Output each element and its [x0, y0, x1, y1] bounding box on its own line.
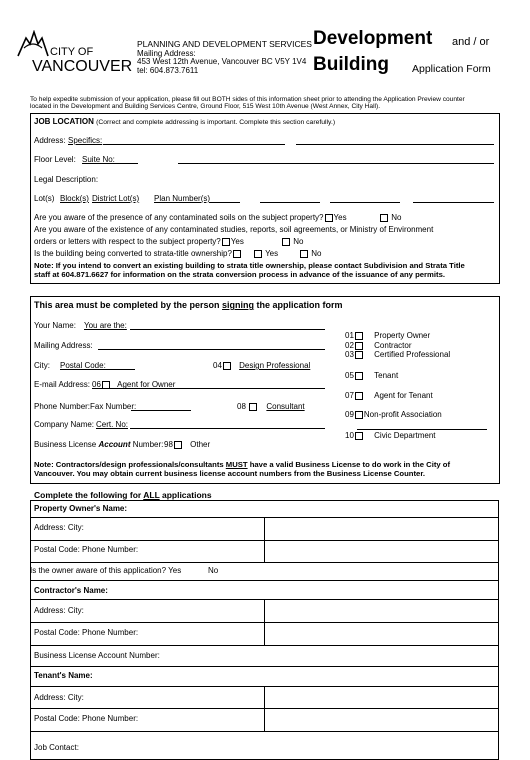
role-label: Certified Professional	[374, 350, 451, 360]
q1-text: Are you aware of the presence of any contaminated soils on the subject property?	[34, 213, 324, 223]
role-checkbox[interactable]	[355, 351, 363, 359]
mailing-address-field-label: Mailing Address:	[34, 341, 93, 350]
contractor-address-label	[34, 607, 84, 615]
role-checkbox[interactable]	[355, 332, 363, 340]
row-divider	[30, 580, 499, 581]
role-option-04[interactable]	[213, 362, 310, 370]
role-label: Property Owner	[374, 331, 431, 341]
legal-description-label: Legal Description:	[34, 175, 99, 184]
owner-postal-label	[34, 546, 138, 554]
contractor-license-label: Business License Account Number:	[34, 651, 160, 660]
role-label: Contractor	[374, 341, 412, 351]
city-label: City:	[34, 361, 50, 370]
lot-field-4[interactable]	[413, 202, 494, 203]
lot-field-2[interactable]	[260, 202, 320, 203]
role-option-08[interactable]	[237, 403, 305, 411]
floor-level-label: Floor Level:	[34, 155, 76, 164]
postal: Postal Code:	[34, 628, 80, 637]
aware-text: Is the owner aware of this application?	[30, 566, 167, 575]
job-location-title: JOB LOCATION	[34, 117, 94, 126]
role-label: Non-profit Association	[363, 410, 442, 420]
contractor-name-label: Contractor's Name:	[34, 586, 108, 595]
role-code: 06	[92, 380, 101, 390]
role-option-98[interactable]	[164, 441, 210, 449]
license-account: Account	[98, 440, 131, 449]
q3-yes-box-2[interactable]	[254, 250, 262, 258]
title-building: Building	[313, 54, 389, 75]
your-name-field[interactable]	[130, 329, 325, 330]
role-option-10[interactable]	[345, 432, 436, 440]
q1-yes-checkbox[interactable]	[325, 214, 333, 222]
contractor-postal-label	[34, 629, 138, 637]
role-code: 98	[164, 440, 173, 450]
title-development: Development	[313, 28, 433, 49]
mailing-address: 453 West 12th Avenue, Vancouver BC V5Y 1V4	[137, 57, 307, 66]
city: City:	[67, 606, 84, 615]
city: City:	[67, 693, 84, 702]
applicant-heading-pre: This area must be completed by the person	[34, 300, 223, 310]
title-and-or: and / or	[452, 36, 490, 48]
role-code: 01	[345, 331, 354, 341]
logo-vancouver: VANCOUVER	[32, 58, 133, 75]
postal-code-label: Postal Code:	[60, 361, 106, 370]
role-checkbox[interactable]	[223, 362, 231, 370]
role-option-05[interactable]	[345, 372, 398, 380]
phone: Phone Number:	[82, 714, 139, 723]
owner-address-label	[34, 524, 84, 532]
contaminated-studies-question	[34, 238, 244, 246]
role-code: 04	[213, 361, 222, 371]
company-name-field[interactable]	[130, 428, 325, 429]
business-license-note-2: Vancouver. You may obtain current business license account numbers from the Business License Counter.	[34, 469, 426, 478]
all-heading-all: ALL	[143, 490, 160, 500]
role-option-03[interactable]	[345, 351, 450, 359]
role-checkbox[interactable]	[355, 432, 363, 440]
owner-aware-question	[30, 567, 181, 575]
q1-no-label: No	[391, 213, 402, 223]
role-code: 03	[345, 350, 354, 360]
col-divider	[264, 599, 265, 646]
mailing-address-label: Mailing Address:	[137, 49, 196, 58]
role-checkbox[interactable]	[102, 381, 110, 389]
q2-line-1: Are you aware of the existence of any contaminated studies, reports, soil agreements, or Ministry of Environment	[34, 225, 434, 234]
postal-code-field[interactable]	[105, 369, 135, 370]
role-code: 07	[345, 391, 354, 401]
role-checkbox[interactable]	[174, 441, 182, 449]
addr: Address:	[34, 693, 66, 702]
role-code: 10	[345, 431, 354, 441]
company-name-label: Company Name:	[34, 420, 95, 429]
col-divider	[264, 686, 265, 731]
intro-line-1: To help expedite submission of your application, please fill out BOTH sides of this information sheet prior to attending the Application Preview counter	[30, 96, 465, 103]
strata-note-line-1: Note: If you intend to convert an existing building to strata title ownership, please contact Subdivision and Strata Title	[34, 261, 465, 270]
role-label: Civic Department	[374, 431, 436, 441]
business-license-note-1	[34, 461, 450, 469]
role-label: Consultant	[266, 402, 305, 412]
title-application-form: Application Form	[412, 63, 491, 75]
address-field-2[interactable]	[296, 144, 494, 145]
license-pre: Business License	[34, 440, 99, 449]
postal: Postal Code:	[34, 545, 80, 554]
role-checkbox[interactable]	[355, 372, 363, 380]
role-code: 05	[345, 371, 354, 381]
applicant-heading	[34, 301, 343, 310]
postal: Postal Code:	[34, 714, 80, 723]
phone: Phone Number:	[82, 545, 139, 554]
all-heading-post: applications	[159, 490, 212, 500]
contaminated-soils-question	[34, 214, 347, 222]
owner-name-label: Property Owner's Name:	[34, 504, 128, 513]
note-must: MUST	[225, 460, 248, 469]
q1-no-option	[379, 214, 401, 222]
role-checkbox[interactable]	[249, 403, 257, 411]
district-lot-label: District Lot(s)	[92, 194, 140, 203]
block-label: Block(s)	[60, 194, 89, 203]
q1-no-checkbox[interactable]	[380, 214, 388, 222]
q3-yes-checkbox[interactable]	[233, 250, 241, 258]
floor-level-field[interactable]	[113, 163, 138, 164]
phone-number: tel: 604.873.7611	[137, 66, 199, 75]
job-location-heading	[34, 118, 335, 127]
role-option-09[interactable]	[345, 411, 442, 419]
all-heading-pre: Complete the following for	[34, 490, 144, 500]
role-option-07[interactable]	[345, 392, 433, 400]
dept-name: PLANNING AND DEVELOPMENT SERVICES	[137, 39, 312, 49]
license-post: Number:	[130, 440, 164, 449]
q3-yes-option	[253, 250, 278, 258]
phone-label: Phone Number:	[34, 402, 91, 411]
applicant-heading-signing: signing	[222, 300, 255, 310]
q3-text: Is the building being converted to strata-title ownership?	[34, 249, 232, 259]
logo-city-of: CITY OF	[50, 46, 94, 58]
q2-yes-checkbox[interactable]	[222, 238, 230, 246]
your-name-label: Your Name:	[34, 321, 76, 330]
role-option-02[interactable]	[345, 342, 412, 350]
addr: Address:	[34, 523, 66, 532]
q3-no-checkbox[interactable]	[300, 250, 308, 258]
cert-no-label: Cert. No:	[96, 420, 129, 429]
note-post: have a valid Business License to do work in the City of	[247, 460, 451, 469]
you-are-label: You are the:	[84, 321, 127, 330]
q2-no-checkbox[interactable]	[282, 238, 290, 246]
q3-no-label: No	[311, 249, 322, 259]
role-label: Agent for Owner	[117, 380, 176, 390]
role-option-06[interactable]	[92, 381, 175, 389]
role-option-01[interactable]	[345, 332, 430, 340]
row-divider	[30, 666, 499, 667]
aware-yes: Yes	[168, 566, 182, 575]
intro-line-2: located in the Development and Building Services Centre, Ground Floor, 515 West 10th Avenue (West Annex, City Hall).	[30, 103, 381, 110]
row-divider	[30, 562, 499, 563]
city-logo	[14, 30, 134, 76]
q2-line-2: orders or letters with respect to the subject property?	[34, 237, 221, 247]
q3-no-option	[299, 250, 321, 258]
all-apps-heading	[34, 491, 212, 500]
role-checkbox[interactable]	[355, 411, 363, 419]
mailing-address-field[interactable]	[98, 349, 325, 350]
job-location-note: (Correct and complete addressing is important. Complete this section carefully.)	[96, 119, 336, 126]
q2-no-label: No	[293, 237, 304, 247]
addr: Address:	[34, 606, 66, 615]
plan-number-label: Plan Number(s)	[154, 194, 211, 203]
tenant-name-label: Tenant's Name:	[34, 671, 93, 680]
note-pre: Note: Contractors/design professionals/consultants	[34, 460, 226, 469]
role-checkbox[interactable]	[355, 342, 363, 350]
city: City:	[67, 523, 84, 532]
role-label: Tenant	[374, 371, 399, 381]
job-contact-label: Job Contact:	[34, 743, 79, 752]
role-code: 08	[237, 402, 246, 412]
q2-no-option	[281, 238, 303, 246]
business-license-label	[34, 441, 163, 449]
role-09-field[interactable]	[357, 429, 487, 430]
suite-no-field[interactable]	[178, 163, 494, 164]
role-code: 02	[345, 341, 354, 351]
lot-field-3[interactable]	[330, 202, 400, 203]
address-specifics-label: Specifics:	[68, 136, 103, 145]
fax-label: Fax Number:	[90, 402, 137, 411]
role-label: Other	[190, 440, 211, 450]
strata-question	[34, 250, 242, 258]
q3-yes-label: Yes	[265, 249, 279, 259]
plan-number-field[interactable]	[210, 202, 240, 203]
role-label: Agent for Tenant	[374, 391, 433, 401]
role-label: Design Professional	[239, 361, 311, 371]
strata-note-line-2: staff at 604.871.6627 for information on the strata conversion process in advance of the issuance of any permits.	[34, 270, 445, 279]
role-checkbox[interactable]	[355, 392, 363, 400]
address-field[interactable]	[103, 144, 285, 145]
tenant-address-label	[34, 694, 84, 702]
q2-yes-label: Yes	[230, 237, 244, 247]
tenant-postal-label	[34, 715, 138, 723]
q1-yes-label: Yes	[333, 213, 347, 223]
col-divider	[264, 517, 265, 562]
phone: Phone Number:	[82, 628, 139, 637]
lots-label: Lot(s)	[34, 194, 55, 203]
owner-aware-no[interactable]: No	[208, 566, 219, 575]
applicant-heading-post: the application form	[254, 300, 343, 310]
city-logo-icon	[16, 30, 50, 58]
email-label: E-mail Address:	[34, 380, 91, 389]
address-label: Address:	[34, 136, 66, 145]
row-divider	[30, 731, 499, 732]
fax-field[interactable]	[131, 410, 191, 411]
suite-no-label: Suite No:	[82, 155, 115, 164]
role-code: 09	[345, 410, 354, 420]
